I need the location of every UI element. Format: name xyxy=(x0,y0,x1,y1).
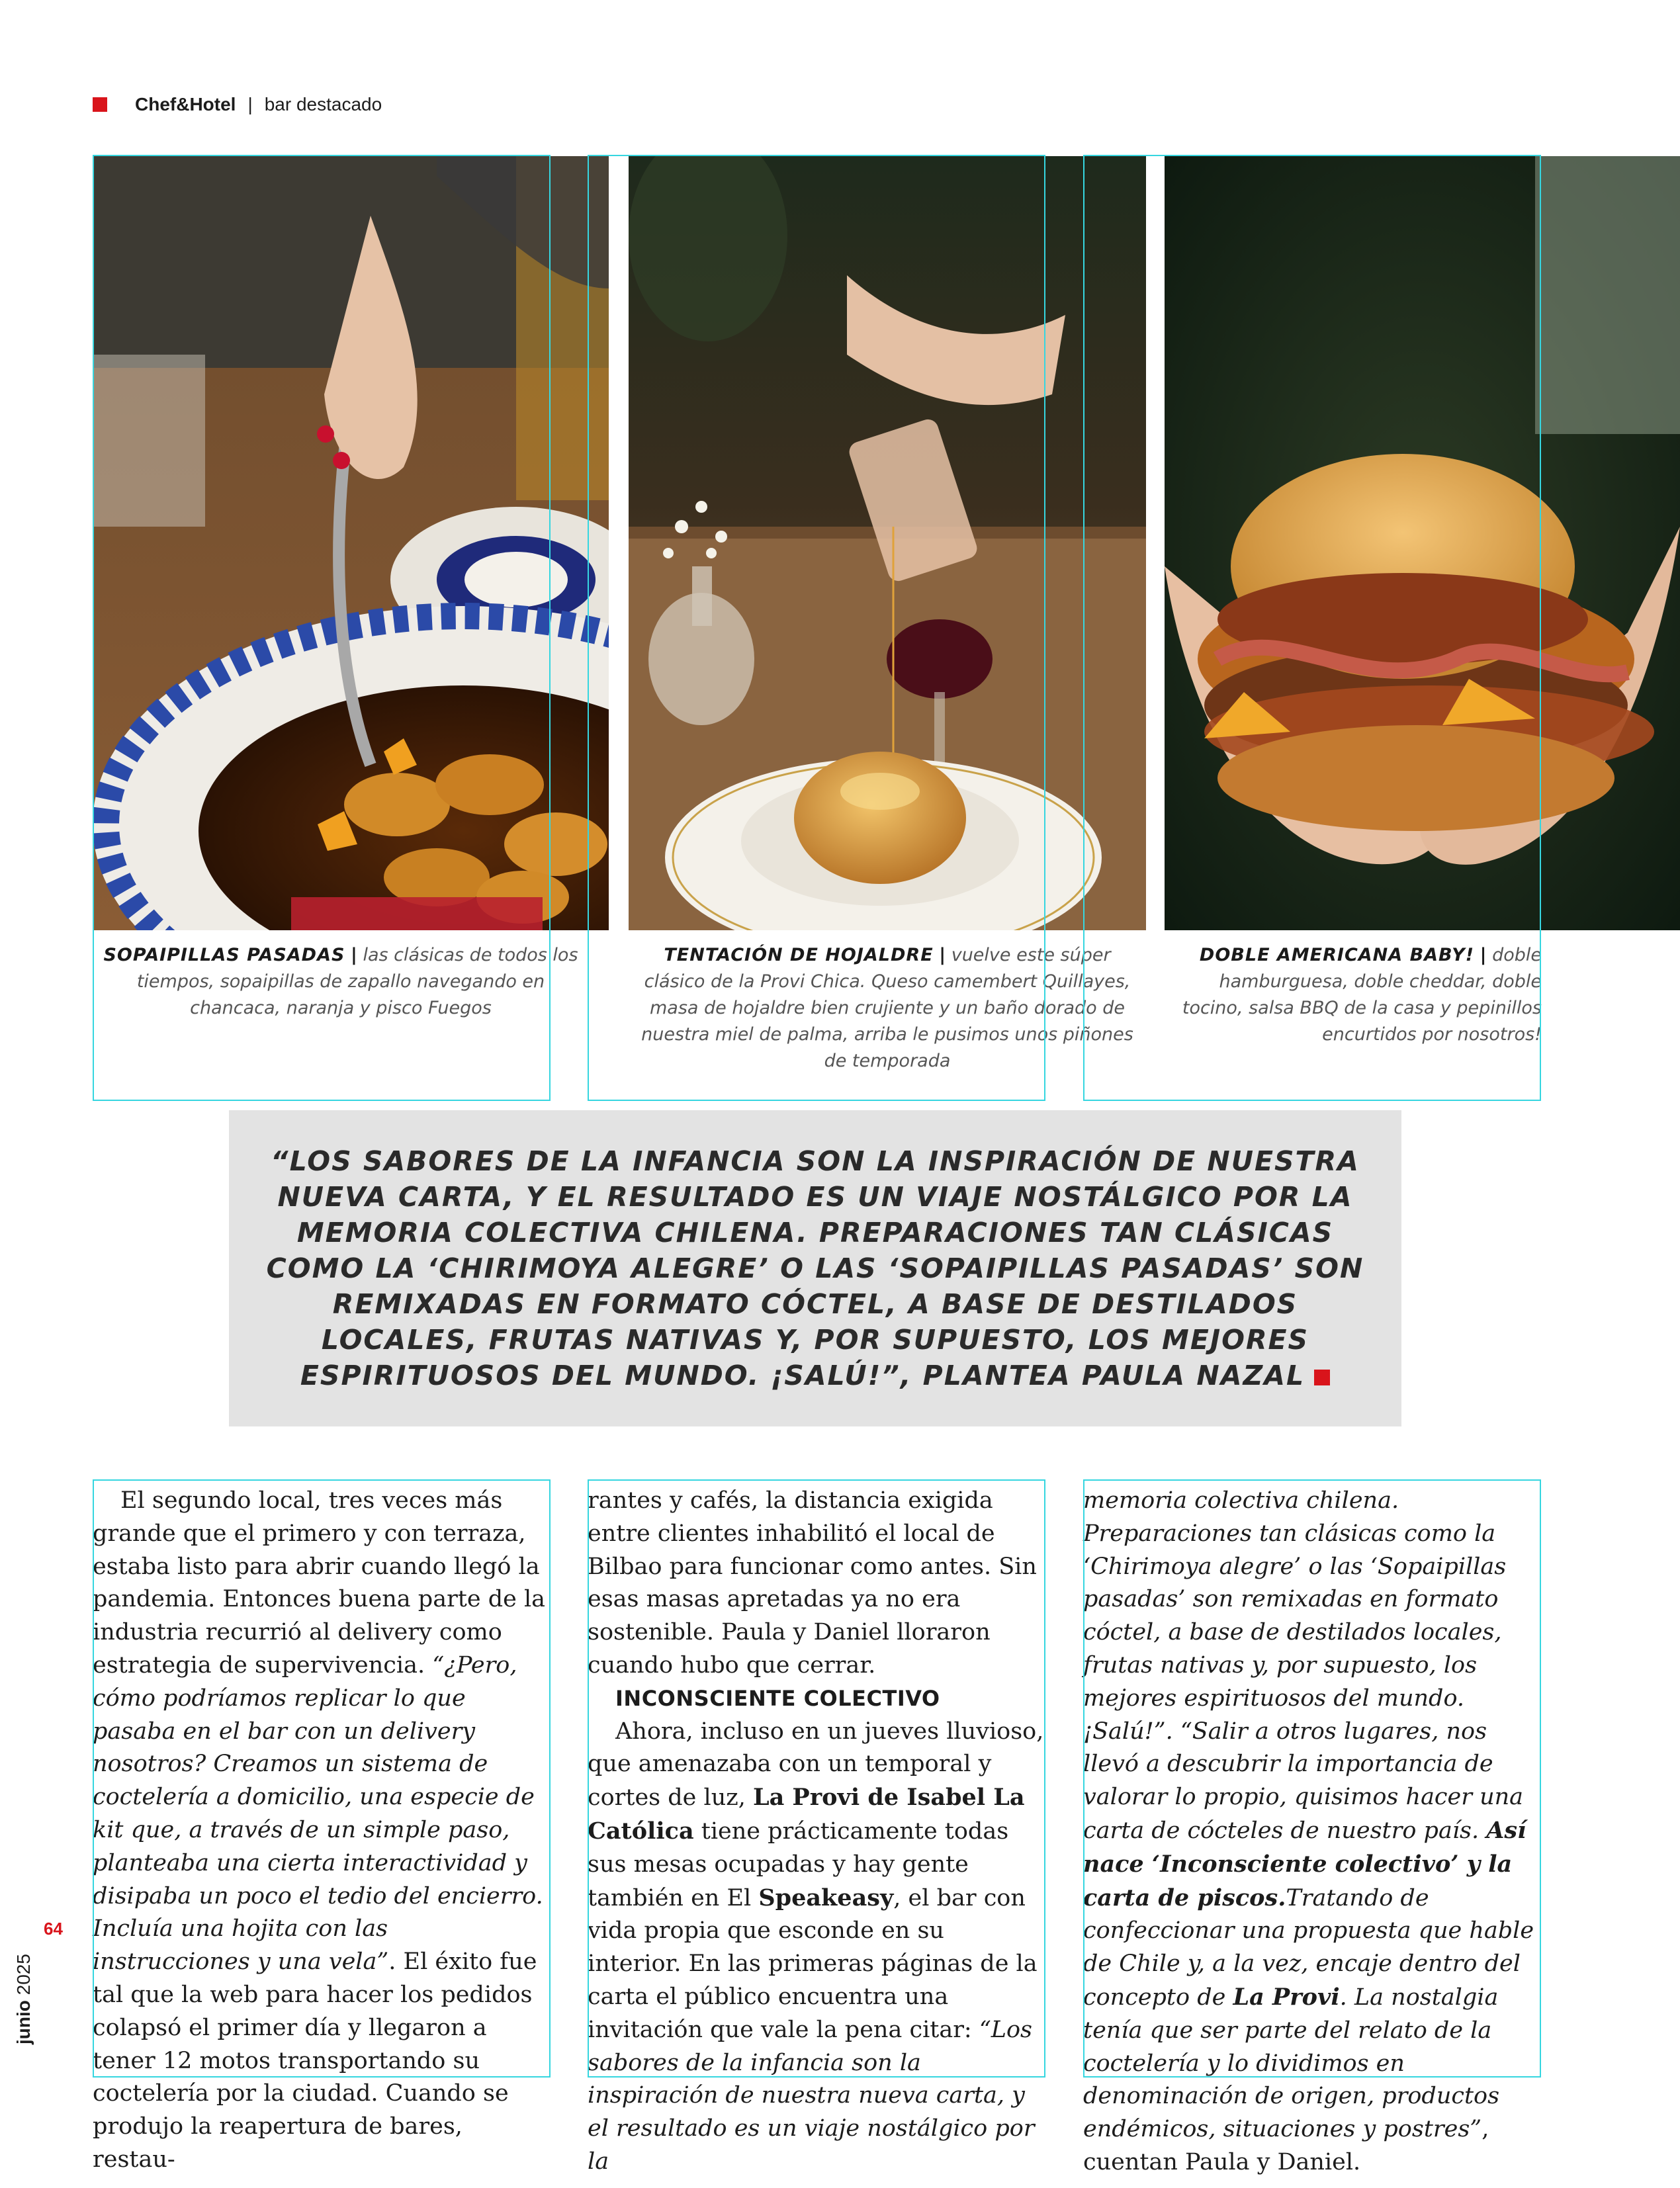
quote-text: memoria colectiva chilena. Preparaciones tan clásicas como la ‘Chirimoya alegre’ o las ‘Sopaipillas pasadas’ son remixadas en formato cóctel, a base de destilados locales, frutas nativas y, por supuesto, los mejores espirituosos del mundo. ¡Salú!”. “Salir a otros lugares, nos llevó a descubrir la importancia de valorar lo propio, quisimos hacer una carta de cócteles de nuestro país. xyxy=(1083,1487,1524,1844)
body-column-2 xyxy=(588,1485,1044,2179)
hojaldre-image xyxy=(629,156,1146,930)
bar-name: Speakeasy xyxy=(758,1884,894,1911)
issue-year: 2025 xyxy=(13,1954,34,1995)
body-text: , el bar con vida propia que esconde en su interior. En las primeras páginas de la carta el público encuentra una invitación que vale la pena citar: xyxy=(588,1884,1038,2043)
caption-bar: | xyxy=(939,945,946,965)
body-text: , cuentan Paula y Daniel. xyxy=(1083,2116,1489,2175)
body-text: Ahora, incluso en un jueves lluvioso, que amenazaba con un temporal y cortes de luz, xyxy=(588,1718,1044,1812)
body-text: . El éxito fue tal que la web para hacer los pedidos colapsó el primer día y llegaron a tener 12 motos transportando su coctelería por la ciudad. Cuando se produjo la reapertura de bares, restau- xyxy=(93,1948,537,2173)
caption-sopaipillas xyxy=(99,942,582,1022)
pull-quote-text: “LOS SABORES DE LA INFANCIA SON LA INSPIRACIÓN DE NUESTRA NUEVA CARTA, Y EL RESULTADO ES UN VIAJE NOSTÁLGICO POR LA MEMORIA COLECTIVA CHILENA. PREPARACIONES TAN CLÁSICAS COMO LA ‘CHIRIMOYA ALEGRE’ O LAS ‘SOPAIPILLAS PASADAS’ SON REMIXADAS EN FORMATO CÓCTEL, A BASE DE DESTILADOS LOCALES, FRUTAS NATIVAS Y, POR SUPUESTO, LOS MEJORES ESPIRITUOSOS DEL MUNDO. ¡SALÚ!”, PLANTEA PAULA NAZAL xyxy=(266,1145,1364,1391)
caption-hojaldre xyxy=(635,942,1139,1074)
body-text: tiene prácticamente todas sus mesas ocupadas y hay gente también en El xyxy=(588,1817,1009,1911)
photo-burger xyxy=(1165,156,1680,930)
paragraph xyxy=(1083,1485,1540,2179)
end-mark-icon xyxy=(1314,1370,1330,1385)
paragraph xyxy=(93,1485,549,2177)
body-column-3 xyxy=(1083,1485,1540,2179)
caption-text: las clásicas de todos los tiempos, sopaipillas de zapallo navegando en chancaca, naranja y pisco Fuegos xyxy=(136,945,578,1018)
pull-quote xyxy=(266,1143,1364,1393)
page-number: 64 xyxy=(44,1919,63,1939)
caption-title: SOPAIPILLAS PASADAS xyxy=(103,945,345,965)
header-brand: Chef&Hotel xyxy=(135,94,236,114)
subheading: INCONSCIENTE COLECTIVO xyxy=(615,1685,940,1711)
sopaipillas-image xyxy=(93,156,609,930)
caption-title: DOBLE AMERICANA BABY! xyxy=(1199,945,1475,965)
body-column-1 xyxy=(93,1485,549,2177)
body-text: El segundo local, tres veces más grande que el primero y con terraza, estaba listo para abrir cuando llegó la pandemia. Entonces buena parte de la industria recurrió al delivery como estrategia de supervivencia. xyxy=(93,1487,546,1679)
quote-text: . La nostalgia tenía que ser parte del relato de la coctelería y lo dividimos en denominación de origen, productos endémicos, situaciones y postres” xyxy=(1083,1984,1500,2143)
photo-sopaipillas xyxy=(93,156,609,930)
paragraph: rantes y cafés, la distancia exigida entre clientes inhabilitó el local de Bilbao para funcionar como antes. Sin esas masas apretadas ya no era sostenible. Paula y Daniel lloraron cuando hubo que cerrar. xyxy=(588,1487,1037,1679)
venue-name: La Provi de Isabel La Católica xyxy=(588,1784,1025,1845)
issue-month: junio xyxy=(13,2000,34,2044)
pull-quote-box xyxy=(229,1110,1401,1426)
venue-name: La Provi xyxy=(1233,1983,1340,2011)
caption-bar: | xyxy=(1480,945,1487,965)
issue-date xyxy=(13,1939,40,2044)
caption-burger xyxy=(1171,942,1542,1048)
red-square-icon xyxy=(93,97,107,112)
caption-text: vuelve este súper clásico de la Provi Chica. Queso camembert Quillayes, masa de hojaldre bien crujiente y un baño dorado de nuestra miel de palma, arriba le pusimos unos piñones de temporada xyxy=(641,945,1133,1071)
header-section: bar destacado xyxy=(264,94,382,114)
caption-bar: | xyxy=(351,945,357,965)
burger-image xyxy=(1165,156,1680,930)
caption-text: doble hamburguesa, doble cheddar, doble tocino, salsa BBQ de la casa y pepinillos encurtidos por nosotros! xyxy=(1182,945,1542,1045)
caption-title: TENTACIÓN DE HOJALDRE xyxy=(664,945,934,965)
running-header xyxy=(93,93,382,116)
quote-text: “¿Pero, cómo podríamos replicar lo que pasaba en el bar con un delivery nosotros? Creamos un sistema de coctelería a domicilio, una especie de kit que, a través de un simple paso, planteaba una cierta interactividad y disipaba un poco el tedio del encierro. Incluía una hojita con las instrucciones y una vela” xyxy=(93,1651,543,1976)
quote-text: “Los sabores de la infancia son la inspiración de nuestra nueva carta, y el resultado es un viaje nostálgico por la xyxy=(588,2016,1035,2175)
quote-text: Tratando de confeccionar una propuesta que hable de Chile y, a la vez, encaje dentro del concepto de xyxy=(1083,1884,1534,2011)
header-separator: | xyxy=(247,94,253,114)
photo-hojaldre xyxy=(629,156,1146,930)
paragraph xyxy=(588,1716,1044,2179)
emphasis-text: Así nace ‘Inconsciente colectivo’ y la carta de piscos. xyxy=(1083,1816,1526,1911)
